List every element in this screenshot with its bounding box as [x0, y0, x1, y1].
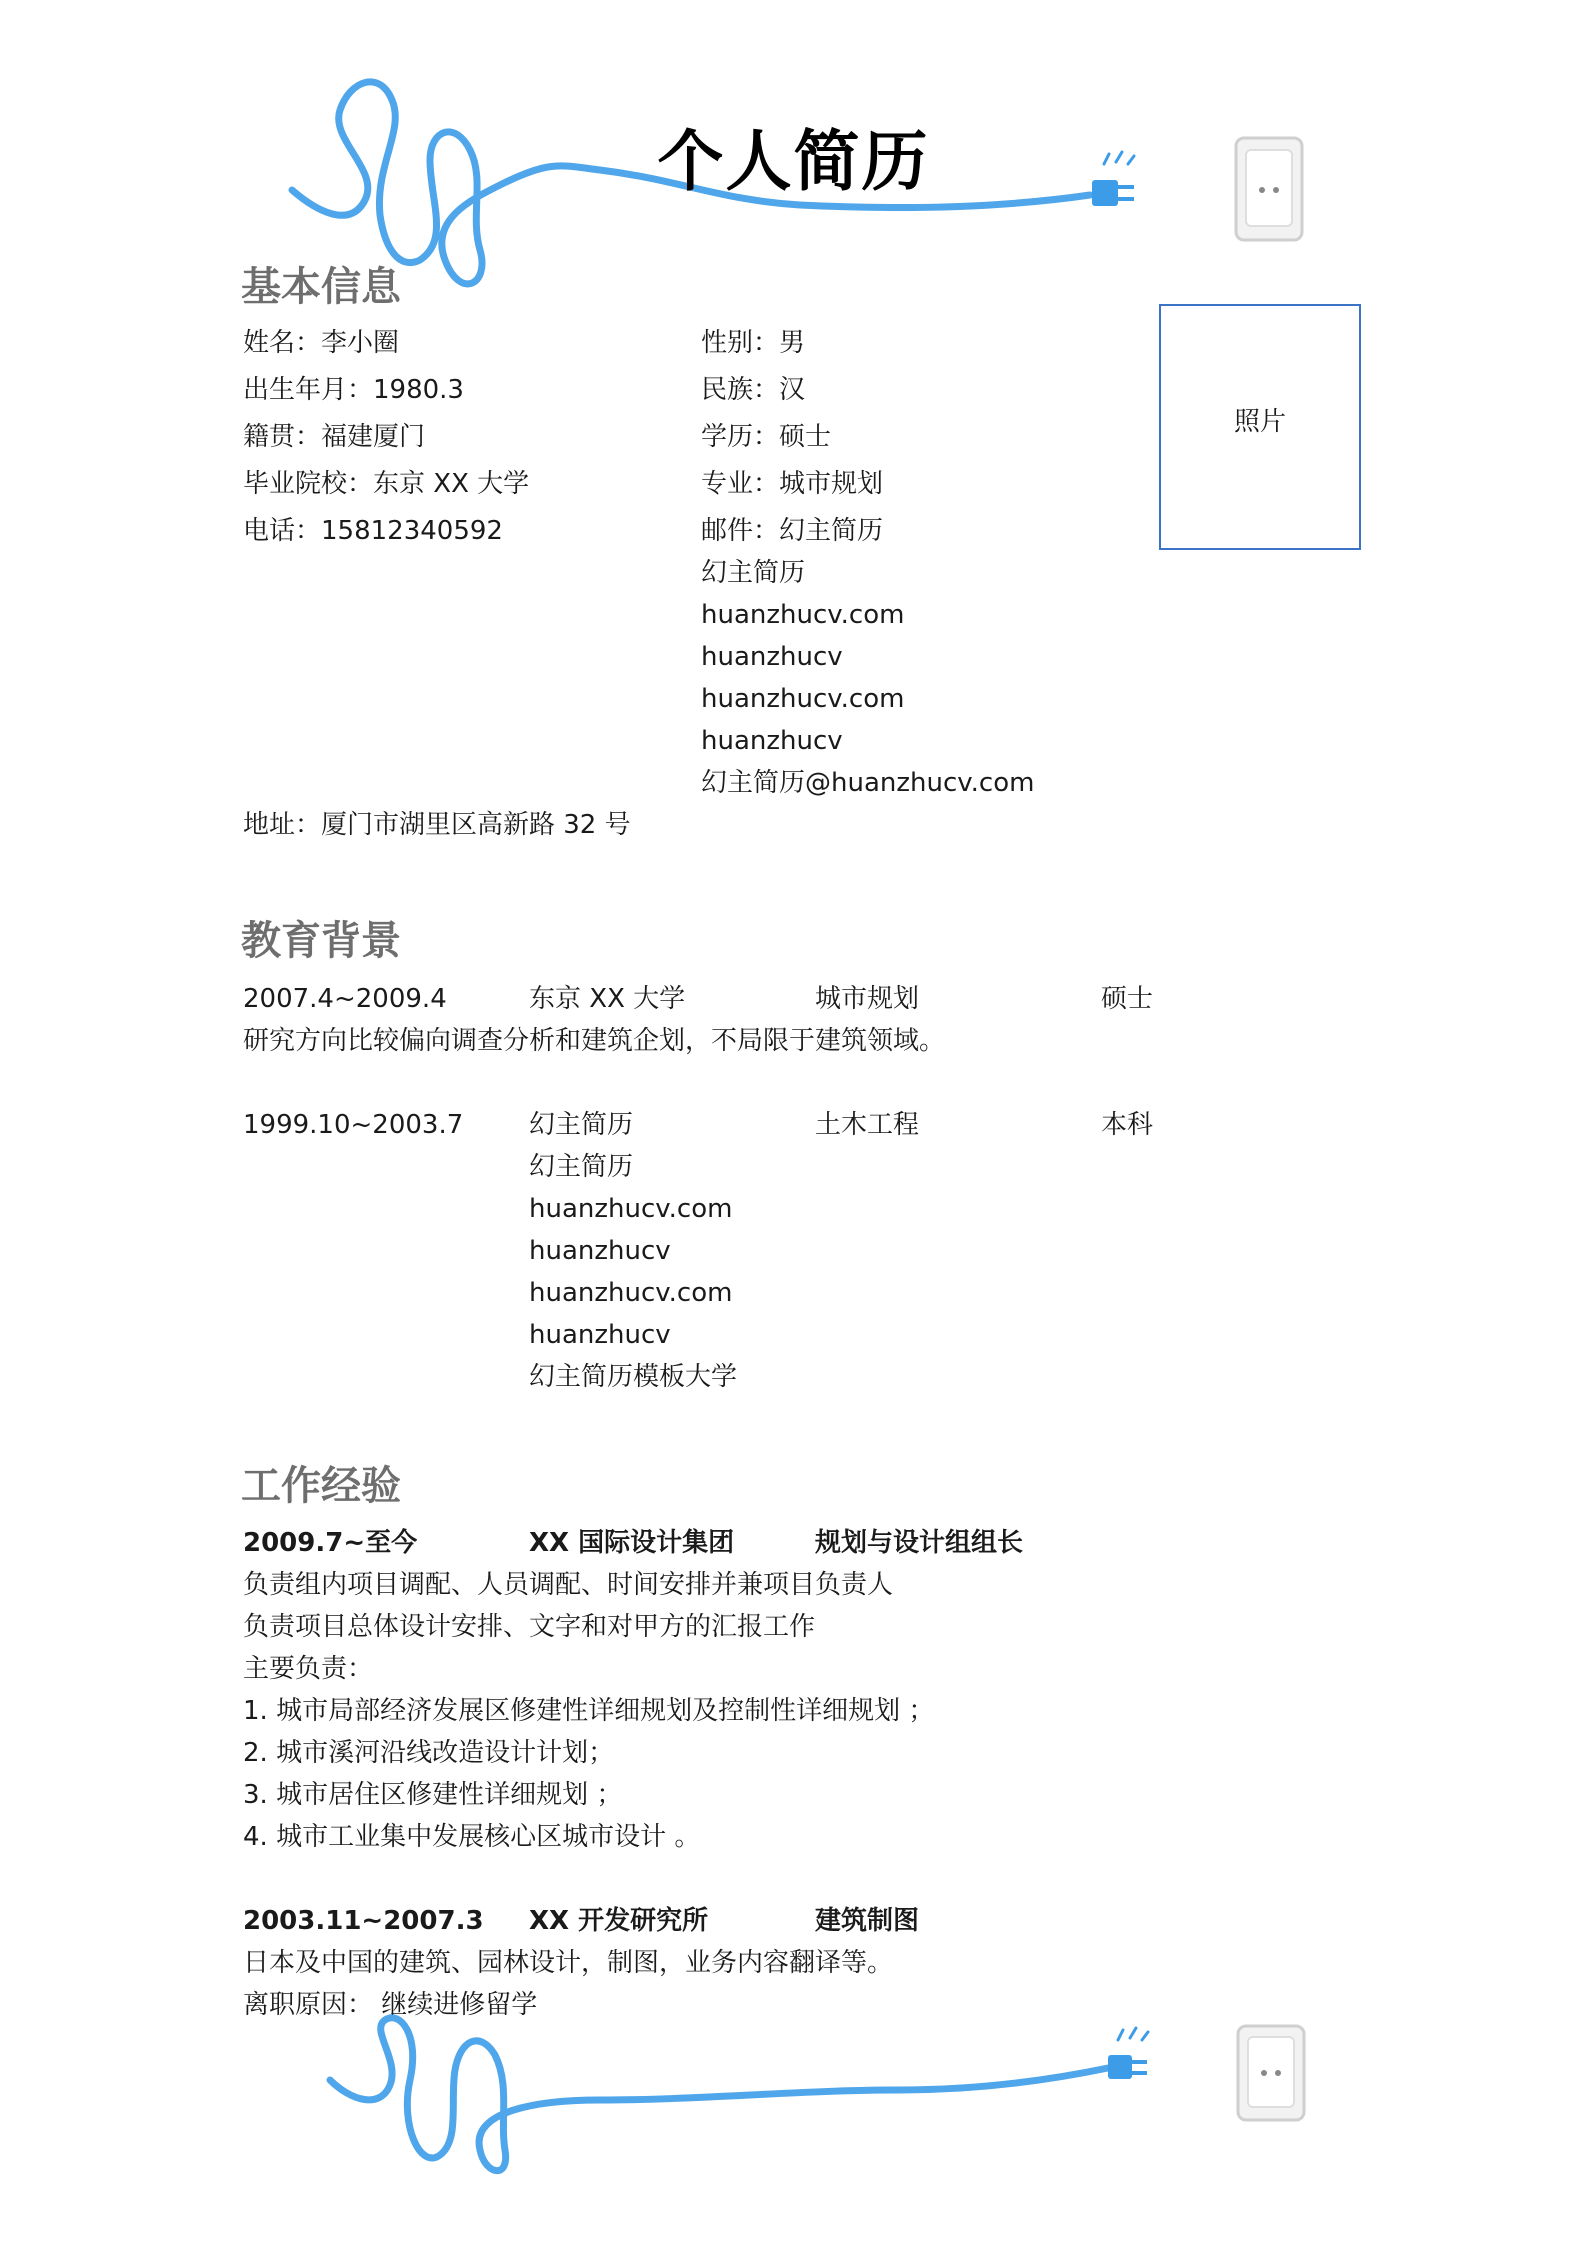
job-position: 建筑制图	[815, 1906, 920, 1936]
edu-date: 2007.4~2009.4	[243, 984, 447, 1014]
job-company: XX 国际设计集团	[529, 1528, 735, 1558]
school-field: 毕业院校：东京 XX 大学	[243, 469, 530, 499]
major-field: 专业：城市规划	[701, 469, 884, 499]
degree-field: 学历：硕士	[701, 422, 832, 452]
section-title-basic: 基本信息	[241, 263, 401, 310]
ethnicity-field: 民族：汉	[701, 375, 806, 405]
job-company: XX 开发研究所	[529, 1906, 709, 1936]
edu-school: huanzhucv	[529, 1236, 671, 1266]
gender-field: 性别：男	[701, 328, 806, 358]
section-title-education: 教育背景	[241, 917, 401, 964]
job-line: 3. 城市居住区修建性详细规划 ；	[243, 1780, 623, 1810]
edu-school: huanzhucv	[529, 1320, 671, 1350]
edu-school: 幻主简历模板大学	[529, 1362, 738, 1392]
email-line: huanzhucv.com	[701, 600, 905, 630]
email-line: huanzhucv	[701, 726, 843, 756]
job-line: 负责组内项目调配、人员调配、时间安排并兼项目负责人	[243, 1570, 894, 1600]
email-line: 幻主简历@huanzhucv.com	[701, 768, 1035, 798]
edu-school: 东京 XX 大学	[529, 984, 686, 1014]
address-field: 地址：厦门市湖里区高新路 32 号	[243, 810, 631, 840]
edu-school: huanzhucv.com	[529, 1194, 733, 1224]
edu-degree: 本科	[1101, 1110, 1154, 1140]
edu-school: 幻主简历	[529, 1110, 634, 1140]
hometown-field: 籍贯：福建厦门	[243, 422, 426, 452]
cable-decoration-icon	[0, 1990, 1587, 2245]
job-date: 2009.7~至今	[243, 1528, 418, 1558]
edu-date: 1999.10~2003.7	[243, 1110, 464, 1140]
email-line: huanzhucv	[701, 642, 843, 672]
phone-field: 电话：15812340592	[243, 516, 503, 546]
edu-major: 城市规划	[815, 984, 920, 1014]
job-line: 2. 城市溪河沿线改造设计计划；	[243, 1738, 615, 1768]
edu-school: 幻主简历	[529, 1152, 634, 1182]
job-line: 1. 城市局部经济发展区修建性详细规划及控制性详细规划 ；	[243, 1696, 935, 1726]
birth-field: 出生年月：1980.3	[243, 375, 464, 405]
photo-placeholder	[1159, 304, 1361, 550]
job-line: 4. 城市工业集中发展核心区城市设计 。	[243, 1822, 701, 1852]
job-line: 负责项目总体设计安排、文字和对甲方的汇报工作	[243, 1612, 816, 1642]
photo-label: 照片	[1233, 406, 1286, 437]
section-title-work: 工作经验	[241, 1462, 401, 1509]
job-line: 离职原因： 继续进修留学	[243, 1990, 538, 2020]
edu-note: 研究方向比较偏向调查分析和建筑企划，不局限于建筑领域。	[243, 1026, 946, 1056]
edu-degree: 硕士	[1101, 984, 1154, 1014]
job-position: 规划与设计组组长	[815, 1528, 1024, 1558]
email-line: huanzhucv.com	[701, 684, 905, 714]
name-field: 姓名：李小圈	[243, 328, 400, 358]
job-line: 日本及中国的建筑、园林设计，制图，业务内容翻译等。	[243, 1948, 894, 1978]
job-date: 2003.11~2007.3	[243, 1906, 484, 1936]
edu-school: huanzhucv.com	[529, 1278, 733, 1308]
edu-major: 土木工程	[815, 1110, 920, 1140]
email-field: 邮件：幻主简历	[701, 516, 884, 546]
email-line: 幻主简历	[701, 558, 806, 588]
page-title: 个人简历	[657, 122, 930, 200]
job-line: 主要负责：	[243, 1654, 374, 1684]
